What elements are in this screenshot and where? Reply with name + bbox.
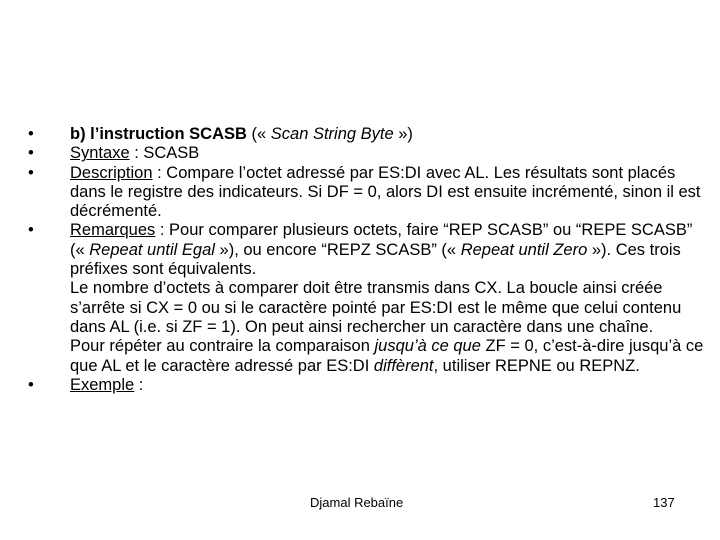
bullet-dot: • (28, 375, 34, 394)
bullet-list (28, 125, 708, 395)
remarks-text-1: : Pour comparer plusieurs octets, faire “REP SCASB” ou “REPE SCASB” (« (70, 221, 693, 259)
example-label: Exemple (70, 375, 135, 394)
bullet-item-instruction (28, 125, 708, 144)
remarks-p3-italic-1: jusqu’à ce que (374, 337, 481, 356)
slide-content (28, 125, 708, 395)
footer-page-number: 137 (653, 495, 675, 510)
remarks-para-2: Le nombre d’octets à comparer doit être transmis dans CX. La boucle ainsi créée s’arrête si CX = 0 ou si le caractère pointé par ES:DI est le même que celui contenu dans AL (i.e. si ZF = 1). On peut ainsi rechercher un caractère dans une chaîne. (70, 279, 682, 336)
description-label: Description (70, 163, 153, 182)
bullet-item-example (28, 376, 708, 395)
remarks-text-3: »). Ces trois préfixes sont équivalents. (70, 240, 681, 279)
instruction-paren-open: (« (246, 125, 271, 143)
syntax-label: Syntaxe (70, 144, 130, 163)
bullet-dot: • (28, 125, 34, 143)
remarks-p3-text-c: , utiliser REPNE ou REPNZ. (433, 356, 640, 375)
remarks-para-1 (70, 221, 708, 279)
remarks-text-2: »), ou encore “REPZ SCASB” (« (214, 240, 461, 259)
remarks-p3-italic-2: diffèrent (373, 356, 434, 375)
bullet-item-remarks (28, 221, 708, 375)
bullet-dot: • (28, 221, 34, 240)
syntax-text: : SCASB (129, 144, 200, 163)
instruction-heading: b) l’instruction SCASB (70, 125, 247, 143)
instruction-paren-close: ») (393, 125, 413, 143)
instruction-expansion: Scan String Byte (270, 125, 394, 143)
remarks-para-3 (70, 337, 708, 376)
remarks-italic-1: Repeat until Egal (89, 240, 215, 259)
bullet-dot: • (28, 163, 34, 182)
footer-author: Djamal Rebaïne (310, 495, 404, 510)
remarks-italic-2: Repeat until Zero (460, 240, 588, 259)
remarks-p3-text-b: ZF = 0, c’est-à-dire jusqu’à ce que AL et le caractère adressé par ES:DI (70, 337, 704, 375)
description-text: : Compare l’octet adressé par ES:DI avec AL. Les résultats sont placés dans le registre des indicateurs. Si DF = 0, alors DI est ensuite incrémenté, sinon il est décrémenté. (70, 163, 701, 221)
remarks-p3-text-a: Pour répéter au contraire la comparaison (70, 337, 375, 356)
bullet-item-description (28, 164, 708, 222)
example-text: : (134, 375, 144, 394)
bullet-dot: • (28, 144, 34, 163)
bullet-item-syntax (28, 144, 708, 163)
remarks-label: Remarques (70, 221, 156, 240)
